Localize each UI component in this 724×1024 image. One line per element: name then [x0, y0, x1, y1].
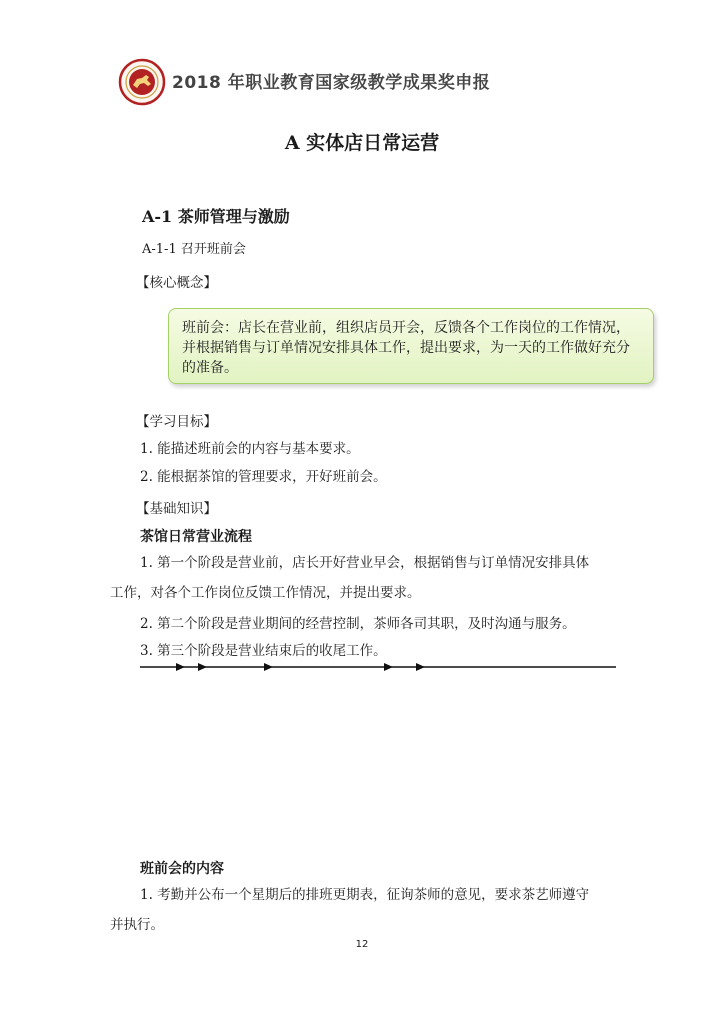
meeting-item-1 — [110, 880, 620, 940]
meeting-content-heading: 班前会的内容 — [140, 861, 224, 877]
flow-item-1-line2: 工作，对各个工作岗位反馈工作情况，并提出要求。 — [110, 585, 421, 601]
arrowhead — [176, 663, 185, 671]
page-title: A 实体店日常运营 — [284, 132, 440, 154]
process-timeline-arrow — [140, 660, 616, 674]
meeting-item-1-line2: 并执行。 — [110, 917, 164, 933]
flow-item-1 — [110, 548, 620, 608]
header-title: 2018 年职业教育国家级教学成果奖申报 — [172, 73, 491, 93]
arrowhead — [198, 663, 207, 671]
core-concept-label: 【核心概念】 — [136, 275, 217, 291]
flow-item-2: 2. 第二个阶段是营业期间的经营控制，茶师各司其职，及时沟通与服务。 — [140, 616, 576, 632]
arrowhead — [416, 663, 425, 671]
basic-knowledge-label: 【基础知识】 — [136, 501, 217, 517]
learning-goal-item: 1. 能描述班前会的内容与基本要求。 — [140, 441, 360, 457]
subsection-title: A-1-1 召开班前会 — [142, 242, 246, 257]
award-emblem-logo — [118, 58, 166, 106]
flow-item-1-line1: 1. 第一个阶段是营业前，店长开好营业早会，根据销售与订单情况安排具体 — [140, 555, 590, 571]
section-title: A-1 茶师管理与激励 — [142, 207, 290, 226]
learning-goals-label: 【学习目标】 — [136, 414, 217, 430]
business-flow-heading: 茶馆日常营业流程 — [140, 529, 252, 545]
concept-line: 的准备。 — [182, 360, 238, 376]
arrowhead — [264, 663, 273, 671]
core-concept-box — [168, 308, 654, 384]
page-number: 12 — [355, 939, 369, 950]
meeting-item-1-line1: 1. 考勤并公布一个星期后的排班更期表，征询茶师的意见，要求茶艺师遵守 — [140, 887, 590, 903]
concept-line: 班前会：店长在营业前，组织店员开会，反馈各个工作岗位的工作情况， — [182, 320, 630, 336]
flow-item-3: 3. 第三个阶段是营业结束后的收尾工作。 — [140, 643, 387, 659]
learning-goal-item: 2. 能根据茶馆的管理要求，开好班前会。 — [140, 469, 387, 485]
arrowhead — [384, 663, 393, 671]
concept-line: 并根据销售与订单情况安排具体工作，提出要求，为一天的工作做好充分 — [182, 340, 630, 356]
